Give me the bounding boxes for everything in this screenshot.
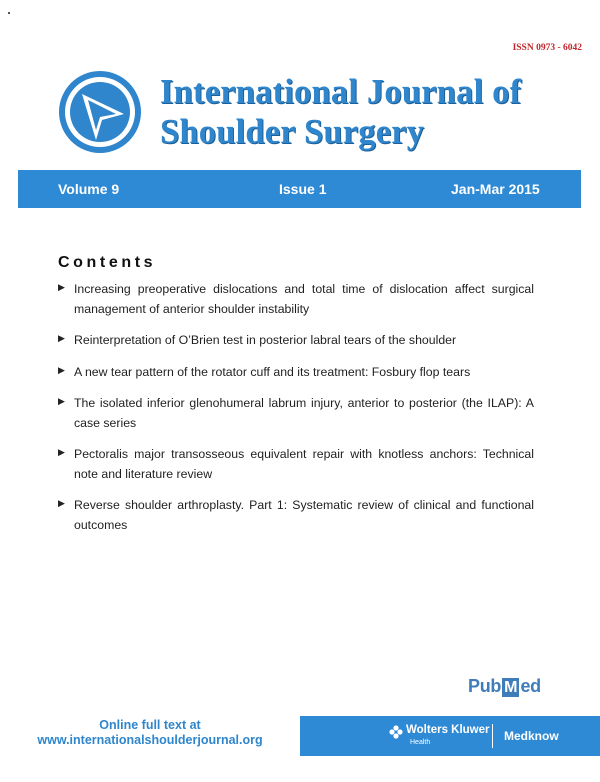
publisher-subtitle: Health — [410, 739, 431, 746]
issn-label: ISSN 0973 - 6042 — [512, 43, 582, 53]
publisher-name: Wolters Kluwer — [406, 724, 490, 736]
toc-item[interactable] — [58, 363, 534, 383]
triangle-bullet-icon: ▶ — [58, 364, 65, 375]
toc-item-title: Reverse shoulder arthroplasty. Part 1: Systematic review of clinical and functional outcomes — [74, 498, 534, 532]
triangle-bullet-icon: ▶ — [58, 396, 65, 406]
toc-item[interactable] — [58, 394, 534, 433]
toc-item-title: Reinterpretation of O’Brien test in posterior labral tears of the shoulder — [74, 333, 457, 347]
journal-title-line-1: International Journal of — [160, 73, 522, 111]
volume-label: Volume 9 — [58, 181, 120, 197]
toc-item[interactable] — [58, 331, 534, 351]
journal-url-link[interactable]: www.internationalshoulderjournal.org — [37, 733, 263, 747]
journal-logo-icon — [58, 70, 142, 154]
toc-item-title: The isolated inferior glenohumeral labrum injury, anterior to posterior (the ILAP): A case series — [74, 396, 534, 430]
toc-item[interactable] — [58, 445, 534, 484]
triangle-bullet-icon: ▶ — [58, 498, 65, 508]
pubmed-logo[interactable] — [468, 676, 541, 700]
triangle-bullet-icon: ▶ — [58, 447, 65, 457]
date-label: Jan-Mar 2015 — [451, 181, 540, 197]
publisher-divider — [492, 724, 493, 748]
toc-item[interactable] — [58, 496, 534, 535]
issue-label: Issue 1 — [279, 181, 327, 197]
toc-item-title: Pectoralis major transosseous equivalent repair with knotless anchors: Technical note and literature review — [74, 447, 534, 481]
toc-item-title: Increasing preoperative dislocations and total time of dislocation affect surgical management of anterior shoulder instability — [74, 282, 534, 316]
journal-title — [160, 72, 580, 152]
pubmed-logo-ed: ed — [520, 676, 541, 696]
online-full-text — [0, 718, 300, 748]
triangle-bullet-icon: ▶ — [58, 333, 65, 343]
journal-title-line-2: Shoulder Surgery — [160, 113, 425, 151]
table-of-contents — [58, 280, 534, 547]
toc-item-title: A new tear pattern of the rotator cuff and its treatment: Fosbury flop tears — [74, 364, 471, 379]
medknow-label: Medknow — [504, 729, 559, 743]
pubmed-logo-pub: Pub — [468, 676, 502, 696]
online-label: Online full text at — [99, 718, 201, 732]
pubmed-logo-m: M — [504, 679, 518, 696]
toc-item[interactable] — [58, 280, 534, 319]
issue-band — [18, 170, 581, 208]
wolters-kluwer-flower-icon — [388, 724, 404, 740]
contents-heading: Contents — [58, 254, 157, 271]
stray-dot — [8, 12, 10, 14]
triangle-bullet-icon: ▶ — [58, 282, 65, 292]
